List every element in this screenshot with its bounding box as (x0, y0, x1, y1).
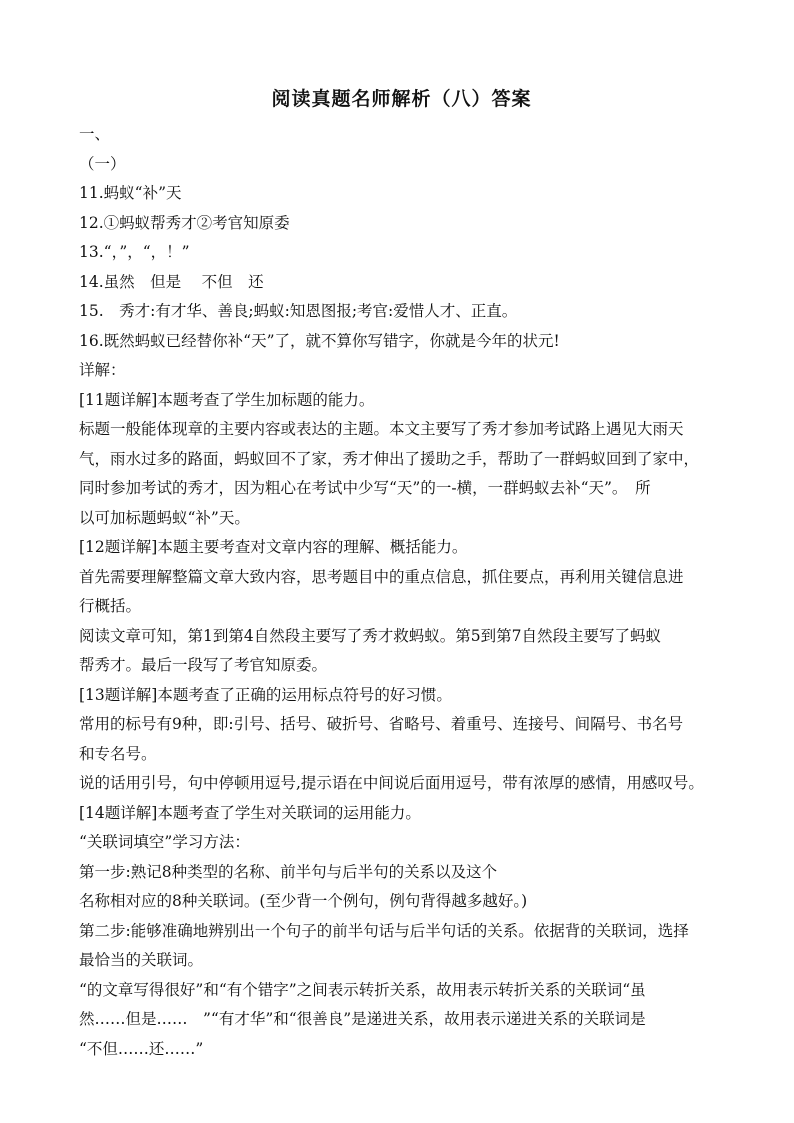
explanation-heading: 详解： (79, 361, 126, 379)
paragraph-line: “关联词填空”学习方法： (79, 833, 250, 851)
explanation-14-heading: [14题详解]本题考查了学生对关联词的运用能力。 (79, 803, 421, 822)
paragraph-line: 第一步:熟记8种类型的名称、前半句与后半句的关系以及这个 (79, 862, 498, 881)
subsection-heading: （一） (79, 154, 126, 173)
page-title: 阅读真题名师解析（八）答案 (271, 88, 532, 110)
answer-13: 13.“，”，“，！” (79, 243, 190, 261)
paragraph-line: 名称相对应的8种关联词。(至少背一个例句，例句背得越多越好。) (79, 892, 528, 910)
paragraph-line: 气，雨水过多的路面，蚂蚁回不了家，秀才伸出了援助之手，帮助了一群蚂蚁回到了家中， (79, 449, 700, 468)
answer-15: 15. 秀才:有才华、善良;蚂蚁:知恩图报;考官:爱惜人才、正直。 (79, 302, 518, 320)
paragraph-line: 第二步:能够准确地辨别出一个句子的前半句话与后半句话的关系。依据背的关联词，选择 (79, 921, 689, 940)
paragraph-line: “不但……还……” (79, 1039, 204, 1058)
paragraph-line: 说的话用引号，句中停顿用逗号,提示语在中间说后面用逗号，带有浓厚的感情，用感叹号。 (79, 774, 704, 792)
paragraph-line: 标题一般能体现章的主要内容或表达的主题。本文主要写了秀才参加考试路上遇见大雨天 (79, 420, 684, 438)
paragraph-line: “的文章写得很好”和“有个错字”之间表示转折关系，故用表示转折关系的关联词“虽 (79, 980, 646, 999)
paragraph-line: 阅读文章可知，第1到第4自然段主要写了秀才救蚂蚁。第5到第7自然段主要写了蚂蚁 (79, 626, 661, 645)
explanation-12-heading: [12题详解]本题主要考查对文章内容的理解、概括能力。 (79, 538, 468, 556)
paragraph-line: 行概括。 (79, 597, 142, 615)
paragraph-line: 同时参加考试的秀才，因为粗心在考试中少写“天”的一-横，一群蚂蚁去补“天”。 所 (79, 479, 651, 497)
explanation-13-heading: [13题详解]本题考查了正确的运用标点符号的好习惯。 (79, 685, 452, 704)
paragraph-line: 和专名号。 (79, 744, 157, 763)
paragraph-line: 首先需要理解整篇文章大致内容，思考题目中的重点信息，抓住要点，再利用关键信息进 (79, 567, 684, 586)
paragraph-line: 然……但是…… ”“有才华”和“很善良”是递进关系，故用表示递进关系的关联词是 (79, 1010, 646, 1028)
answer-14: 14.虽然 但是 不但 还 (79, 272, 264, 291)
section-heading: 一、 (79, 125, 111, 143)
paragraph-line: 常用的标号有9种，即:引号、括号、破折号、省略号、着重号、连接号、间隔号、书名号 (79, 715, 684, 733)
paragraph-line: 以可加标题蚂蚁“补”天。 (79, 508, 250, 527)
answer-16: 16.既然蚂蚁已经替你补“天”了，就不算你写错字，你就是今年的状元! (79, 331, 560, 350)
answer-12: 12.①蚂蚁帮秀才②考官知原委 (79, 213, 290, 232)
paragraph-line: 最恰当的关联词。 (79, 951, 204, 969)
paragraph-line: 帮秀才。最后一段写了考官知原委。 (79, 656, 328, 674)
answer-11: 11.蚂蚁“补”天 (79, 184, 182, 202)
explanation-11-heading: [11题详解]本题考查了学生加标题的能力。 (79, 390, 375, 409)
